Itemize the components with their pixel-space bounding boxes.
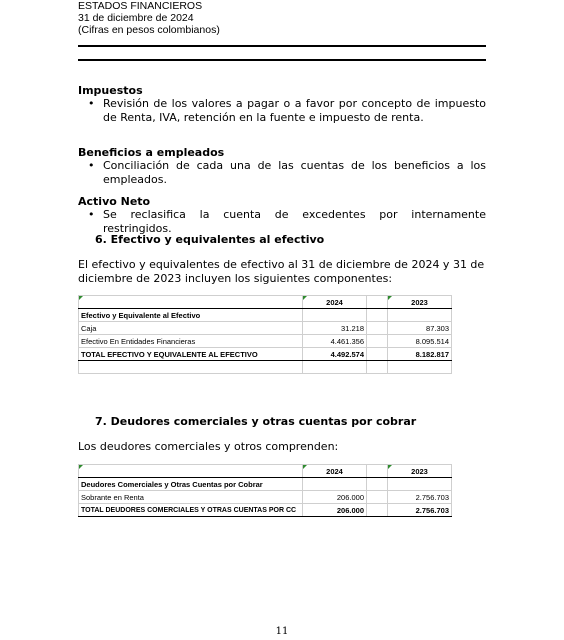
section-7-intro: Los deudores comerciales y otros comprenden: <box>78 440 339 453</box>
report-title: ESTADOS FINANCIEROS <box>78 0 203 12</box>
deudores-table <box>78 464 452 517</box>
row-label: Caja <box>79 322 303 335</box>
section-7-title: 7. Deudores comerciales y otras cuentas por cobrar <box>95 415 417 428</box>
beneficios-heading: Beneficios a empleados <box>78 146 225 159</box>
total-value-2024: 206.000 <box>303 504 367 517</box>
row-value-2024: 206.000 <box>303 491 367 504</box>
table-row <box>79 309 452 322</box>
report-date: 31 de diciembre de 2024 <box>78 12 194 24</box>
impuestos-bullet-text: Revisión de los valores a pagar o a favor por concepto de impuesto de Renta, IVA, retención en la fuente e impuesto de renta. <box>103 97 486 124</box>
row-label: Sobrante en Renta <box>79 491 303 504</box>
row-value-2024: 4.461.356 <box>303 335 367 348</box>
table-spacer-cell <box>367 296 388 309</box>
impuestos-heading: Impuestos <box>78 84 143 97</box>
table-row <box>79 491 452 504</box>
header-rule-bottom <box>78 59 486 61</box>
section-label: Efectivo y Equivalente al Efectivo <box>79 309 303 322</box>
total-value-2023: 8.182.817 <box>388 348 452 361</box>
section-label: Deudores Comerciales y Otras Cuentas por Cobrar <box>79 478 303 491</box>
beneficios-bullet-text: Conciliación de cada una de las cuentas de los beneficios a los empleados. <box>103 159 486 186</box>
bullet-icon: • <box>88 208 95 221</box>
col-2023-header: 2023 <box>388 465 452 478</box>
efectivo-table <box>78 295 452 374</box>
activo-neto-bullet-text: Se reclasifica la cuenta de excedentes por internamente restringidos. <box>103 208 486 235</box>
table-row <box>79 361 452 374</box>
section-6-title: 6. Efectivo y equivalentes al efectivo <box>95 233 325 246</box>
table-total-row <box>79 348 452 361</box>
report-currency-note: (Cifras en pesos colombianos) <box>78 24 220 36</box>
table-header-blank <box>79 296 303 309</box>
header-rule-top <box>78 45 486 47</box>
row-label: Efectivo En Entidades Financieras <box>79 335 303 348</box>
table-total-row <box>79 504 452 517</box>
table-row <box>79 335 452 348</box>
col-2023-header: 2023 <box>388 296 452 309</box>
total-label: TOTAL EFECTIVO Y EQUIVALENTE AL EFECTIVO <box>79 348 303 361</box>
total-value-2023: 2.756.703 <box>388 504 452 517</box>
table-header-row <box>79 465 452 478</box>
activo-neto-heading: Activo Neto <box>78 195 151 208</box>
activo-neto-bullet <box>88 208 486 236</box>
row-value-2023: 8.095.514 <box>388 335 452 348</box>
page-number: 11 <box>275 626 289 637</box>
col-2024-header: 2024 <box>303 465 367 478</box>
col-2024-header: 2024 <box>303 296 367 309</box>
table-header-row <box>79 296 452 309</box>
bullet-icon: • <box>88 159 95 172</box>
total-label: TOTAL DEUDORES COMERCIALES Y OTRAS CUENTAS POR CC <box>79 504 303 517</box>
row-value-2023: 2.756.703 <box>388 491 452 504</box>
beneficios-bullet <box>88 159 486 187</box>
total-value-2024: 4.492.574 <box>303 348 367 361</box>
table-row <box>79 478 452 491</box>
row-value-2024: 31.218 <box>303 322 367 335</box>
table-header-blank <box>79 465 303 478</box>
impuestos-bullet <box>88 97 486 125</box>
section-6-intro: El efectivo y equivalentes de efectivo al 31 de diciembre de 2024 y 31 de diciembre de 2023 incluyen los siguientes componentes: <box>78 258 485 285</box>
row-value-2023: 87.303 <box>388 322 452 335</box>
table-row <box>79 322 452 335</box>
bullet-icon: • <box>88 97 95 110</box>
table-spacer-cell <box>367 465 388 478</box>
